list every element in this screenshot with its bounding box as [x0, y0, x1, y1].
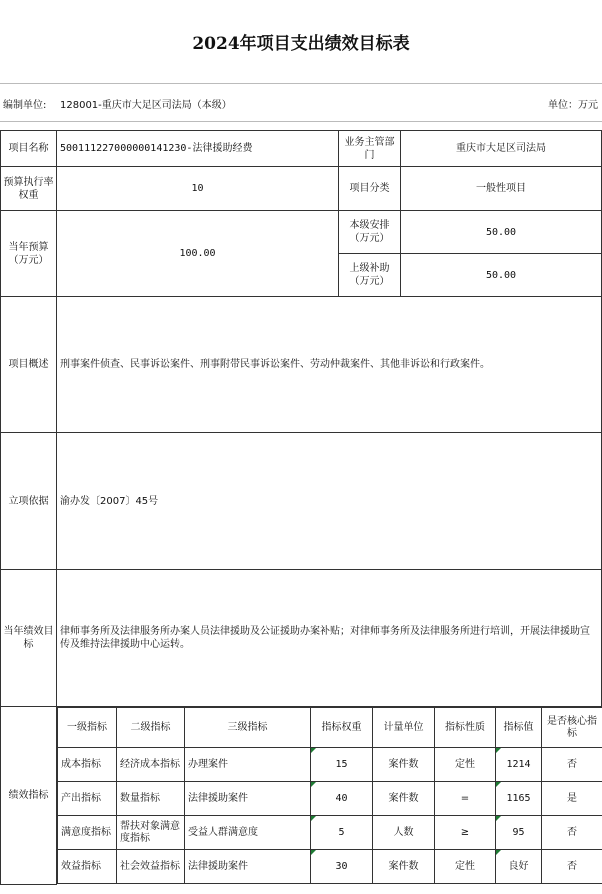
table-row [1, 167, 602, 211]
level3-cell: 法律援助案件 [185, 782, 311, 816]
core-cell: 否 [542, 816, 602, 850]
col-header: 指标性质 [435, 708, 496, 748]
local-funding-value: 50.00 [401, 211, 602, 254]
weight-text: 5 [338, 826, 345, 838]
unit-cell: 人数 [373, 816, 435, 850]
weight-cell [311, 782, 373, 816]
dept-label: 业务主管部门 [339, 131, 401, 167]
weight-text: 40 [335, 792, 348, 804]
performance-header-row [58, 708, 602, 748]
org-unit-value: 128001-重庆市大足区司法局（本级） [60, 100, 232, 111]
col-header: 计量单位 [373, 708, 435, 748]
table-row [58, 816, 602, 850]
table-row [58, 782, 602, 816]
table-row [1, 131, 602, 167]
overview-label: 项目概述 [1, 297, 57, 433]
dept-value: 重庆市大足区司法局 [401, 131, 602, 167]
exec-weight-value: 10 [57, 167, 339, 211]
comment-marker-icon [311, 816, 316, 821]
col-header: 二级指标 [117, 708, 185, 748]
value-text: 1214 [506, 758, 531, 770]
goal-value: 律师事务所及法律服务所办案人员法律援助及公证援助办案补贴；对律师事务所及法律服务所进行培训，开展法律援助宣传及维持法律援助中心运转。 [57, 570, 602, 707]
unit-cell: 案件数 [373, 748, 435, 782]
category-value: 一般性项目 [401, 167, 602, 211]
level2-cell: 帮扶对象满意度指标 [117, 816, 185, 850]
value-cell [496, 782, 542, 816]
level1-cell: 满意度指标 [58, 816, 117, 850]
level1-cell: 成本指标 [58, 748, 117, 782]
comment-marker-icon [496, 850, 501, 855]
project-name-value: 500111227000000141230-法律援助经费 [57, 131, 339, 167]
weight-cell [311, 748, 373, 782]
performance-table [57, 707, 602, 884]
value-text: 1165 [506, 792, 531, 804]
comment-marker-icon [496, 748, 501, 753]
table-row [1, 211, 602, 254]
weight-text: 15 [335, 758, 348, 770]
value-text: 95 [512, 826, 525, 838]
budget-value: 100.00 [57, 211, 339, 297]
exec-weight-label: 预算执行率权重 [1, 167, 57, 211]
target-table [0, 130, 602, 885]
value-text: 良好 [508, 860, 529, 872]
unit-cell: 案件数 [373, 850, 435, 884]
nature-cell: 定性 [435, 850, 496, 884]
level2-cell: 经济成本指标 [117, 748, 185, 782]
project-name-label: 项目名称 [1, 131, 57, 167]
weight-text: 30 [335, 860, 348, 872]
table-row [58, 748, 602, 782]
local-funding-label: 本级安排（万元） [339, 211, 401, 254]
budget-label: 当年预算（万元） [1, 211, 57, 297]
value-cell [496, 850, 542, 884]
overview-value: 刑事案件侦查、民事诉讼案件、刑事附带民事诉讼案件、劳动仲裁案件、其他非诉讼和行政案件。 [57, 297, 602, 433]
col-header: 是否核心指标 [542, 708, 602, 748]
table-row [1, 570, 602, 707]
core-cell: 否 [542, 748, 602, 782]
currency-unit: 单位：万元 [548, 100, 598, 111]
table-row [1, 707, 602, 885]
nature-cell: 定性 [435, 748, 496, 782]
level3-cell: 受益人群满意度 [185, 816, 311, 850]
col-header: 三级指标 [185, 708, 311, 748]
performance-label: 绩效指标 [1, 707, 57, 885]
table-row [1, 433, 602, 570]
col-header: 一级指标 [58, 708, 117, 748]
org-unit-label: 编制单位: [3, 100, 47, 111]
page-title: 2024年项目支出绩效目标表 [0, 0, 602, 84]
comment-marker-icon [496, 782, 501, 787]
level2-cell: 数量指标 [117, 782, 185, 816]
comment-marker-icon [311, 782, 316, 787]
comment-marker-icon [496, 816, 501, 821]
col-header: 指标值 [496, 708, 542, 748]
unit-cell: 案件数 [373, 782, 435, 816]
core-cell: 否 [542, 850, 602, 884]
unit-info-row [0, 84, 602, 122]
value-cell [496, 748, 542, 782]
comment-marker-icon [311, 850, 316, 855]
level3-cell: 办理案件 [185, 748, 311, 782]
weight-cell [311, 816, 373, 850]
nature-cell: ≥ [435, 816, 496, 850]
basis-label: 立项依据 [1, 433, 57, 570]
core-cell: 是 [542, 782, 602, 816]
category-label: 项目分类 [339, 167, 401, 211]
value-cell [496, 816, 542, 850]
upper-funding-value: 50.00 [401, 254, 602, 297]
level2-cell: 社会效益指标 [117, 850, 185, 884]
comment-marker-icon [311, 748, 316, 753]
table-row [58, 850, 602, 884]
performance-cell [57, 707, 602, 885]
nature-cell: = [435, 782, 496, 816]
basis-value: 渝办发〔2007〕45号 [57, 433, 602, 570]
level1-cell: 效益指标 [58, 850, 117, 884]
goal-label: 当年绩效目标 [1, 570, 57, 707]
level3-cell: 法律援助案件 [185, 850, 311, 884]
table-row [1, 297, 602, 433]
col-header: 指标权重 [311, 708, 373, 748]
weight-cell [311, 850, 373, 884]
upper-funding-label: 上级补助（万元） [339, 254, 401, 297]
level1-cell: 产出指标 [58, 782, 117, 816]
